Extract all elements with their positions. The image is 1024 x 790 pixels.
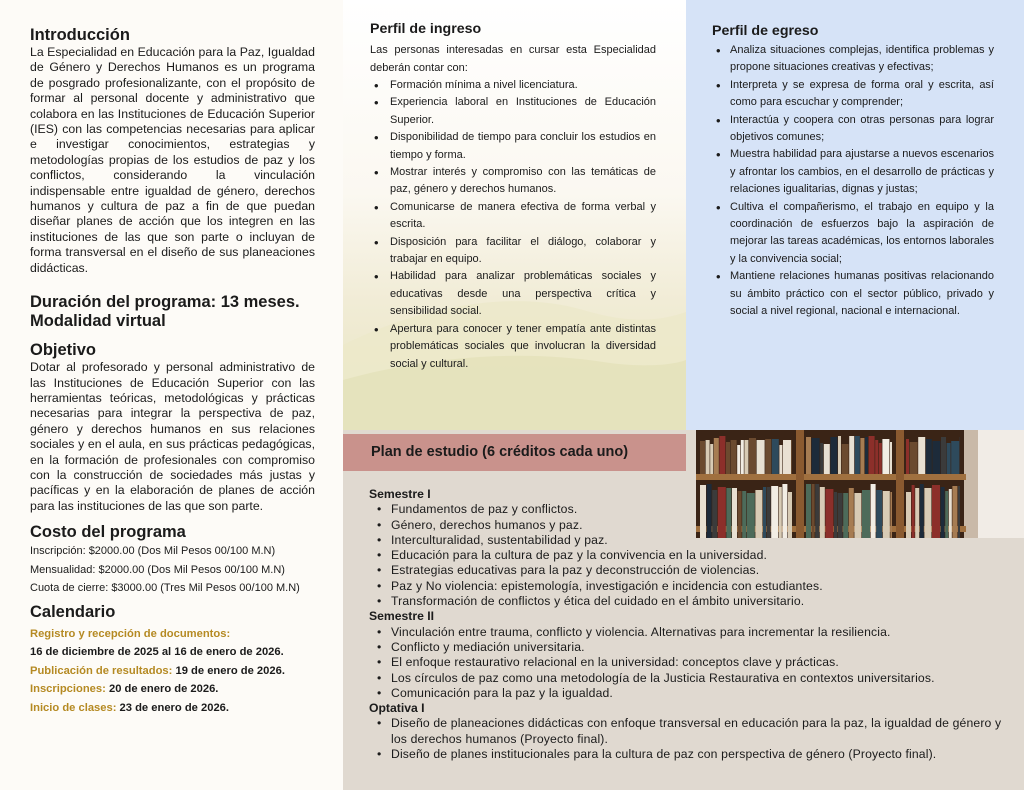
- list-item: • Experiencia laboral en Instituciones de Educación Superior.: [370, 94, 656, 129]
- objective-text: Dotar al profesorado y personal administrativo de las Instituciones de Educación Superior con las herramientas teóricas, metodológicas y prácticas necesarias para integrar la perspectiva de paz, género y derechos humanos en sus relaciones sociales y en el aula, en sus prácticas pedagógicas, en la formación de profesionales con compromiso con la construcción de sociedades más justas y pacíficas y en la elaboración de planes de acción para las instituciones de las que son parte.: [30, 360, 315, 513]
- course-item: • El enfoque restaurativo relacional en la universidad: conceptos clave y prácticas.: [369, 655, 1019, 670]
- ingreso-intro: Las personas interesadas en cursar esta Especialidad deberán contar con:: [370, 44, 656, 74]
- calendar-entry: Inicio de clases: 23 de enero de 2026.: [30, 702, 229, 715]
- egreso-list: [712, 42, 994, 321]
- list-item: • Apertura para conocer y tener empatía ante distintas problemáticas sociales que involucran la diversidad social y cultural.: [370, 321, 656, 373]
- list-item: • Formación mínima a nivel licenciatura.: [370, 77, 656, 94]
- plan-title-band: [343, 434, 686, 471]
- objective-title: Objetivo: [30, 341, 97, 360]
- cost-title: Costo del programa: [30, 523, 186, 542]
- calendar-entry: Registro y recepción de documentos:: [30, 627, 231, 640]
- course-item: • Paz y No violencia: epistemología, investigación e incidencia con estudiantes.: [369, 579, 1019, 594]
- duration-text: Duración del programa: 13 meses.: [30, 293, 300, 312]
- list-item: • Analiza situaciones complejas, identifica problemas y propone situaciones creativas y efectivas;: [712, 42, 994, 77]
- calendar-entry: Publicación de resultados: 19 de enero de 2026.: [30, 664, 285, 677]
- course-list: [369, 625, 1019, 701]
- list-item: • Muestra habilidad para ajustarse a nuevos escenarios y afrontar los cambios, en el desarrollo de prácticas y relaciones igualitarias, dignas y justas;: [712, 146, 994, 198]
- course-item: • Diseño de planes institucionales para la cultura de paz con perspectiva de género (Proyecto final).: [369, 747, 1019, 762]
- course-item: • Comunicación para la paz y la igualdad.: [369, 686, 1019, 701]
- course-list: [369, 716, 1019, 762]
- list-item: • Cultiva el compañerismo, el trabajo en equipo y la coordinación de esfuerzos bajo la aspiración de mejorar las tareas académicas, los entornos laborales y la convivencia social;: [712, 199, 994, 269]
- semester-title: Semestre II: [369, 609, 435, 624]
- list-item: • Disponibilidad de tiempo para concluir los estudios en tiempo y forma.: [370, 129, 656, 164]
- modality-text: Modalidad virtual: [30, 312, 166, 331]
- course-item: • Interculturalidad, sustentabilidad y paz.: [369, 533, 1019, 548]
- course-item: • Estrategias educativas para la paz y deconstrucción de violencias.: [369, 563, 1019, 578]
- ingreso-title: Perfil de ingreso: [370, 21, 482, 37]
- list-item: • Interpreta y se expresa de forma oral y escrita, así como para escuchar y comprender;: [712, 77, 994, 112]
- calendar-title: Calendario: [30, 602, 116, 621]
- semester-title: Semestre I: [369, 487, 431, 501]
- intro-text: La Especialidad en Educación para la Paz, Igualdad de Género y Derechos Humanos es un programa de posgrado profesionalizante, con el propósito de formar al personal docente y administrativo que colabora en las Instituciones de Educación Superior (IES) con las competencias necesarias para aplicar e investigar conocimientos, estrategias y metodologías propias de los estudios de paz y los conflictos, considerando la vinculación indispensable entre igualdad de género, derechos humanos y cultura de paz a fin de que puedan diseñar planes de acción que los integren en las instituciones de las que son parte o incluyan de forma transversal en el diseño de sus planeaciones didácticas.: [30, 45, 315, 275]
- semester-title: Optativa I: [369, 701, 425, 716]
- plan-title: Plan de estudio (6 créditos cada uno): [371, 444, 629, 460]
- egreso-title: Perfil de egreso: [712, 23, 819, 39]
- course-item: • Transformación de conflictos y ética del cuidado en el ámbito universitario.: [369, 594, 1019, 609]
- list-item: • Habilidad para analizar problemáticas sociales y educativas desde una perspectiva crítica y sensibilidad social.: [370, 268, 656, 320]
- list-item: • Interactúa y coopera con otras personas para lograr objetivos comunes;: [712, 112, 994, 147]
- course-item: • Conflicto y mediación universitaria.: [369, 640, 1019, 655]
- list-item: • Mantiene relaciones humanas positivas relacionando su ámbito práctico con el sector público, privado y social a nivel regional, nacional e internacional.: [712, 268, 994, 320]
- cost-line: Inscripción: $2000.00 (Dos Mil Pesos 00/100 M.N): [30, 545, 276, 558]
- cost-line: Cuota de cierre: $3000.00 (Tres Mil Pesos 00/100 M.N): [30, 582, 300, 595]
- plan-panel: [343, 430, 1024, 790]
- course-item: • Género, derechos humanos y paz.: [369, 518, 1019, 533]
- course-item: • Los círculos de paz como una metodología de la Justicia Restaurativa en contextos universitarios.: [369, 671, 1019, 686]
- list-item: • Mostrar interés y compromiso con las temáticas de paz, género y derechos humanos.: [370, 164, 656, 199]
- course-item: • Educación para la cultura de paz y la convivencia en la universidad.: [369, 548, 1019, 563]
- egreso-panel: [686, 0, 1024, 430]
- list-item: • Comunicarse de manera efectiva de forma verbal y escrita.: [370, 199, 656, 234]
- left-column: [0, 0, 343, 790]
- ingreso-panel: [343, 0, 686, 430]
- course-item: • Vinculación entre trauma, conflicto y violencia. Alternativas para incrementar la resiliencia.: [369, 625, 1019, 640]
- course-item: • Diseño de planeaciones didácticas con enfoque transversal en educación para la paz, la igualdad de género y los derechos humanos (Proyecto final).: [369, 716, 1019, 747]
- cost-line: Mensualidad: $2000.00 (Dos Mil Pesos 00/100 M.N): [30, 563, 285, 576]
- plan-body: [369, 487, 1019, 762]
- course-list: [369, 502, 1019, 609]
- ingreso-list: [370, 77, 656, 373]
- course-item: • Fundamentos de paz y conflictos.: [369, 502, 1019, 517]
- intro-title: Introducción: [30, 26, 130, 44]
- calendar-entry: Inscripciones: 20 de enero de 2026.: [30, 683, 219, 696]
- list-item: • Disposición para facilitar el diálogo, colaborar y trabajar en equipo.: [370, 234, 656, 269]
- calendar-entry: 16 de diciembre de 2025 al 16 de enero de 2026.: [30, 646, 284, 659]
